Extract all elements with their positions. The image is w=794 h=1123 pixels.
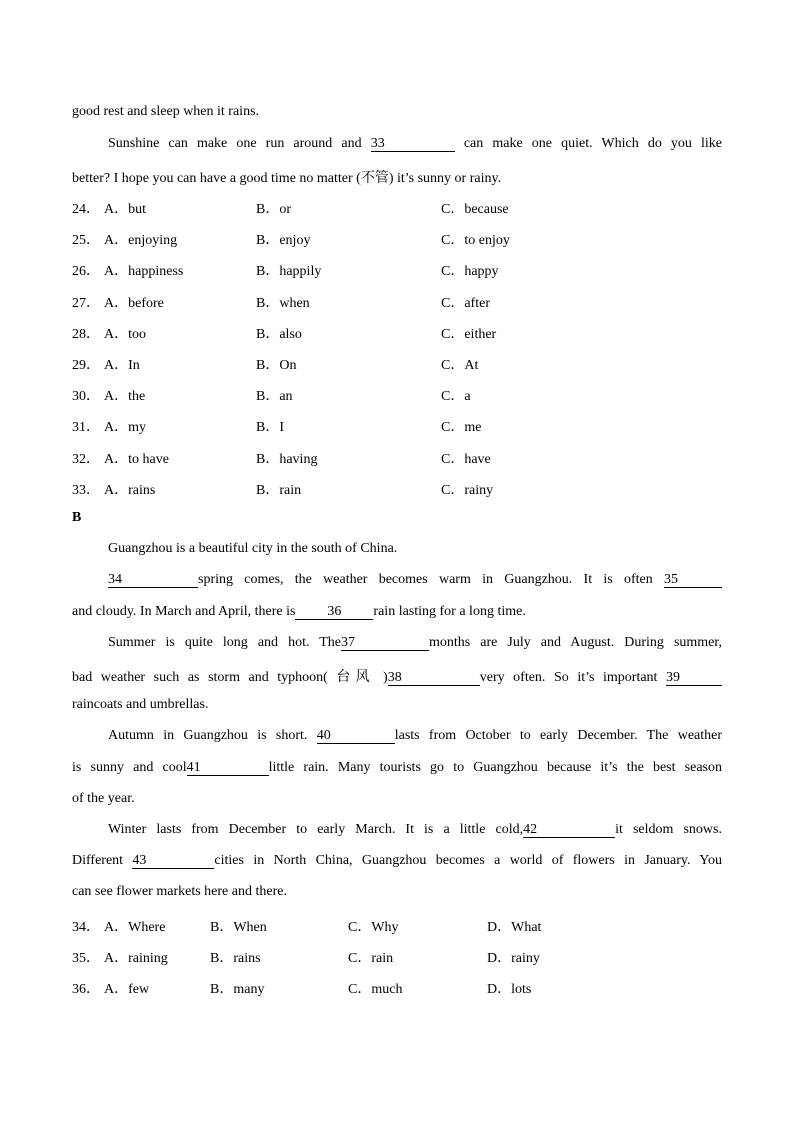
section-label: B bbox=[72, 510, 82, 525]
passage-text: it seldom snows. bbox=[615, 822, 722, 837]
question-number: 32． bbox=[72, 452, 100, 467]
option-b: B．also bbox=[256, 327, 302, 342]
question-number: 30． bbox=[72, 389, 100, 404]
question-number: 29． bbox=[72, 358, 100, 373]
option-d: D．lots bbox=[487, 982, 532, 997]
option-c: C．a bbox=[441, 389, 471, 404]
question-row bbox=[72, 416, 722, 434]
passage-text: months are July and August. During summer, bbox=[429, 635, 722, 650]
answer-blank-40: 40 bbox=[317, 729, 395, 744]
option-b: B．many bbox=[210, 982, 265, 997]
passage-text: raincoats and umbrellas. bbox=[72, 697, 209, 712]
question-number: 35． bbox=[72, 951, 100, 966]
passage-line bbox=[72, 104, 722, 120]
question-number: 34． bbox=[72, 920, 100, 935]
option-b: B．enjoy bbox=[256, 233, 311, 248]
option-a: A．enjoying bbox=[104, 233, 178, 248]
passage-line bbox=[72, 604, 722, 620]
option-a: A．too bbox=[104, 327, 146, 342]
option-c: C．to enjoy bbox=[441, 233, 510, 248]
option-b: B．When bbox=[210, 920, 267, 935]
passage-text: and cloudy. In March and April, there is bbox=[72, 604, 296, 619]
question-row bbox=[72, 947, 722, 965]
answer-blank-35: 35 bbox=[664, 573, 722, 588]
question-number: 27． bbox=[72, 296, 100, 311]
option-a: A．the bbox=[104, 389, 146, 404]
passage-text: Winter lasts from December to early March. It is a little cold, bbox=[108, 822, 524, 837]
passage-line bbox=[72, 884, 722, 900]
option-a: A．happiness bbox=[104, 264, 184, 279]
option-a: A．rains bbox=[104, 483, 156, 498]
option-b: B．I bbox=[256, 420, 284, 435]
answer-blank-42: 42 bbox=[523, 823, 615, 838]
question-number: 33． bbox=[72, 483, 100, 498]
question-row bbox=[72, 978, 722, 996]
passage-text: Sunshine can make one run around and bbox=[108, 136, 362, 151]
question-number: 26． bbox=[72, 264, 100, 279]
question-row bbox=[72, 354, 722, 372]
question-row bbox=[72, 292, 722, 310]
option-c: C．At bbox=[441, 358, 479, 373]
passage-line bbox=[72, 167, 722, 187]
passage-text: can make one quiet. Which do you like bbox=[463, 136, 723, 151]
question-row bbox=[72, 479, 722, 497]
question-row bbox=[72, 385, 722, 403]
question-row bbox=[72, 448, 722, 466]
passage-text: good rest and sleep when it rains. bbox=[72, 104, 260, 119]
passage-text: of the year. bbox=[72, 791, 135, 806]
option-b: B．an bbox=[256, 389, 293, 404]
option-b: B．On bbox=[256, 358, 297, 373]
option-a: A．but bbox=[104, 202, 146, 217]
passage-text: Guangzhou is a beautiful city in the south of China. bbox=[108, 541, 398, 556]
passage-line bbox=[72, 666, 722, 686]
option-b: B．having bbox=[256, 452, 318, 467]
question-row bbox=[72, 260, 722, 278]
question-number: 28． bbox=[72, 327, 100, 342]
passage-line bbox=[108, 136, 722, 152]
passage-line bbox=[108, 541, 722, 557]
answer-blank-38: 38 bbox=[388, 671, 480, 686]
passage-line bbox=[72, 791, 722, 807]
question-number: 36． bbox=[72, 982, 100, 997]
option-a: A．my bbox=[104, 420, 146, 435]
option-c: C．have bbox=[441, 452, 491, 467]
passage-text: very often. So it’s important bbox=[479, 670, 658, 685]
option-b: B．happily bbox=[256, 264, 322, 279]
option-c: C．because bbox=[441, 202, 509, 217]
passage-line bbox=[72, 760, 722, 776]
option-c: C．rain bbox=[348, 951, 394, 966]
answer-blank-41: 41 bbox=[187, 761, 269, 776]
option-c: C．Why bbox=[348, 920, 399, 935]
option-c: C．happy bbox=[441, 264, 499, 279]
passage-line bbox=[108, 728, 722, 744]
answer-blank-37: 37 bbox=[341, 636, 429, 651]
passage-text: bad weather such as storm and typhoon( 台风 ) bbox=[72, 670, 388, 685]
answer-blank-43: 43 bbox=[132, 854, 214, 869]
passage-text: Summer is quite long and hot. The bbox=[108, 635, 342, 650]
option-c: C．after bbox=[441, 296, 490, 311]
passage-text: little rain. Many tourists go to Guangzhou because it’s the best season bbox=[268, 760, 722, 775]
passage-text: is sunny and cool bbox=[72, 760, 187, 775]
passage-text: lasts from October to early December. The weather bbox=[394, 728, 723, 743]
question-number: 25． bbox=[72, 233, 100, 248]
passage-text: cities in North China, Guangzhou becomes a world of flowers in January. You bbox=[214, 853, 722, 868]
option-a: A．In bbox=[104, 358, 140, 373]
option-b: B．or bbox=[256, 202, 291, 217]
passage-line bbox=[108, 635, 722, 651]
passage-text: better? I hope you can have a good time no matter (不管) it’s sunny or rainy. bbox=[72, 171, 502, 186]
option-a: A．Where bbox=[104, 920, 166, 935]
option-d: D．rainy bbox=[487, 951, 540, 966]
question-number: 24． bbox=[72, 202, 100, 217]
option-a: A．raining bbox=[104, 951, 168, 966]
option-c: C．rainy bbox=[441, 483, 494, 498]
passage-line bbox=[72, 697, 722, 713]
passage-text: Autumn in Guangzhou is short. bbox=[108, 728, 308, 743]
option-d: D．What bbox=[487, 920, 542, 935]
question-row bbox=[72, 198, 722, 216]
option-c: C．me bbox=[441, 420, 482, 435]
option-b: B．when bbox=[256, 296, 310, 311]
passage-line bbox=[72, 853, 722, 869]
option-b: B．rain bbox=[256, 483, 302, 498]
passage-text: spring comes, the weather becomes warm in Guangzhou. It is often bbox=[198, 572, 653, 587]
question-number: 31． bbox=[72, 420, 100, 435]
passage-line bbox=[108, 572, 722, 588]
option-b: B．rains bbox=[210, 951, 261, 966]
answer-blank-33: 33 bbox=[371, 137, 455, 152]
answer-blank-36: 36 bbox=[295, 605, 373, 620]
option-a: A．before bbox=[104, 296, 164, 311]
question-row bbox=[72, 229, 722, 247]
question-row bbox=[72, 916, 722, 934]
passage-text: Different bbox=[72, 853, 124, 868]
passage-text: rain lasting for a long time. bbox=[373, 604, 526, 619]
option-c: C．either bbox=[441, 327, 497, 342]
answer-blank-34: 34 bbox=[108, 573, 198, 588]
option-a: A．few bbox=[104, 982, 150, 997]
question-row bbox=[72, 323, 722, 341]
answer-blank-39: 39 bbox=[666, 671, 722, 686]
option-a: A．to have bbox=[104, 452, 169, 467]
passage-line bbox=[108, 822, 722, 838]
option-c: C．much bbox=[348, 982, 403, 997]
passage-text: can see flower markets here and there. bbox=[72, 884, 287, 899]
